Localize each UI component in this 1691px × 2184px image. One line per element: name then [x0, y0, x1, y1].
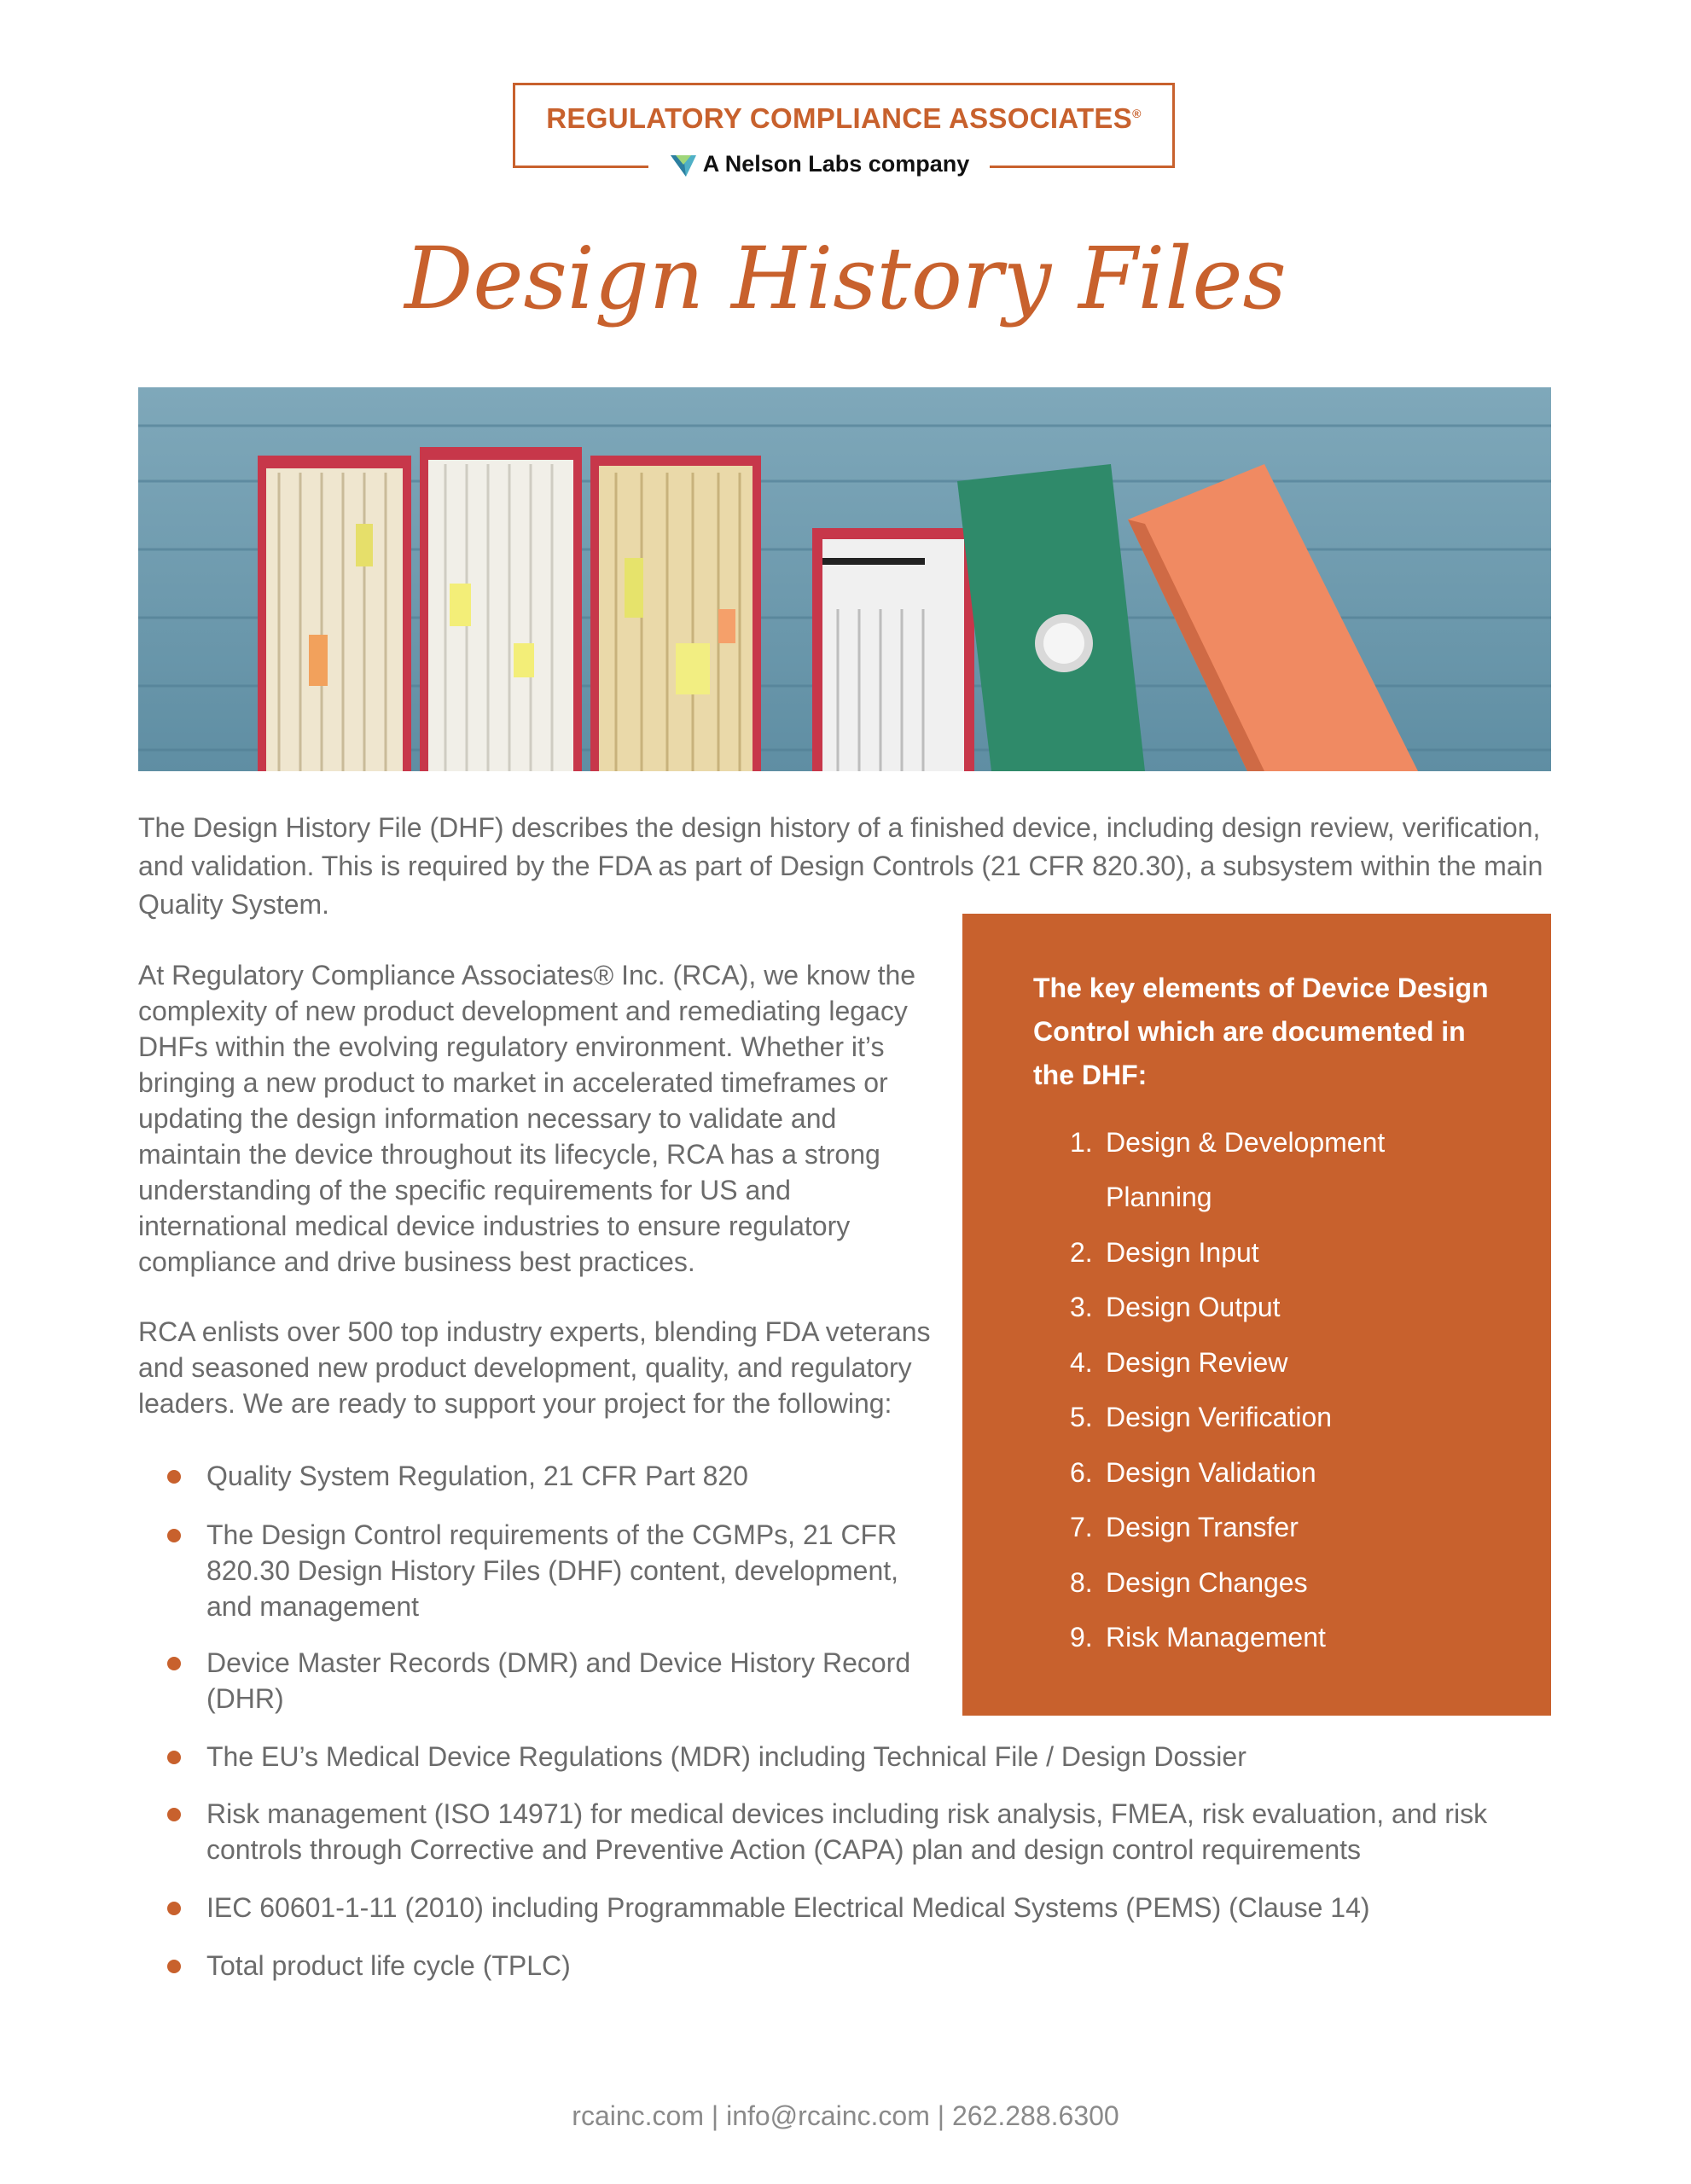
nelson-labs-gem-icon — [669, 153, 698, 178]
list-item: 7. Design Transfer — [1070, 1512, 1299, 1542]
list-item: 8. Design Changes — [1070, 1567, 1308, 1598]
list-item: IEC 60601-1-11 (2010) including Programmable Electrical Medical Systems (PEMS) (Clause 14) — [206, 1890, 1554, 1926]
list-item: 5. Design Verification — [1070, 1402, 1333, 1432]
intro-paragraph: The Design History File (DHF) describes the design history of a finished device, including design review, verification, and validation. This is required by the FDA as part of Design Controls (21 CFR 820.30), a subsystem within the main Quality System. — [138, 812, 1543, 920]
list-item: 9. Risk Management — [1070, 1622, 1326, 1653]
box-heading: The key elements of Device Design Control which are documented in the DHF: — [1033, 973, 1489, 1090]
design-control-elements-box — [962, 914, 1551, 1716]
bullet-icon — [167, 1751, 181, 1764]
bullet-icon — [167, 1657, 181, 1670]
experts-paragraph: RCA enlists over 500 top industry experts, blending FDA veterans and seasoned new product development, quality, and regulatory leaders. We are ready to support your project for the following: — [138, 1316, 931, 1419]
binders-photo-icon — [138, 387, 1551, 771]
list-item: Device Master Records (DMR) and Device History Record (DHR) — [206, 1645, 940, 1716]
bullet-icon — [167, 1902, 181, 1915]
contact-footer: rcainc.com | info@rcainc.com | 262.288.6300 — [572, 2100, 1119, 2131]
list-item: 1. Design & Development — [1070, 1127, 1386, 1158]
list-item: 6. Design Validation — [1070, 1457, 1316, 1488]
bullet-icon — [167, 1808, 181, 1821]
logo-subtitle: A Nelson Labs company — [648, 145, 990, 183]
hero-image — [138, 387, 1551, 771]
list-item: 4. Design Review — [1070, 1347, 1288, 1378]
list-item: Risk management (ISO 14971) for medical devices including risk analysis, FMEA, risk evaluation, and risk controls through Corrective and Preventive Action (CAPA) plan and design control requirements — [206, 1796, 1554, 1867]
list-item: Planning — [1106, 1182, 1212, 1212]
list-item: Quality System Regulation, 21 CFR Part 820 — [206, 1458, 940, 1494]
list-item: The EU’s Medical Device Regulations (MDR) including Technical File / Design Dossier — [206, 1739, 1554, 1774]
bullet-icon — [167, 1529, 181, 1542]
list-item: 3. Design Output — [1070, 1292, 1281, 1322]
bullet-icon — [167, 1470, 181, 1484]
list-item: Total product life cycle (TPLC) — [206, 1948, 1554, 1984]
about-rca-paragraph: At Regulatory Compliance Associates® Inc. (RCA), we know the complexity of new product development and remediating legacy DHFs within the evolving regulatory environment. Whether it’s bringing a new product to market in accelerated timeframes or updating the design information necessary to validate and maintain the device throughout its lifecycle, RCA has a strong understanding of the specific requirements for US and international medical device industries to ensure regulatory compliance and drive business best practices. — [138, 960, 916, 1277]
bullet-icon — [167, 1960, 181, 1973]
list-item: The Design Control requirements of the CGMPs, 21 CFR 820.30 Design History Files (DHF) content, development, and management — [206, 1517, 940, 1624]
company-logo-name: REGULATORY COMPLIANCE ASSOCIATES® — [546, 102, 1142, 134]
page-title: Design History Files — [404, 229, 1287, 328]
list-item: 2. Design Input — [1070, 1237, 1259, 1268]
